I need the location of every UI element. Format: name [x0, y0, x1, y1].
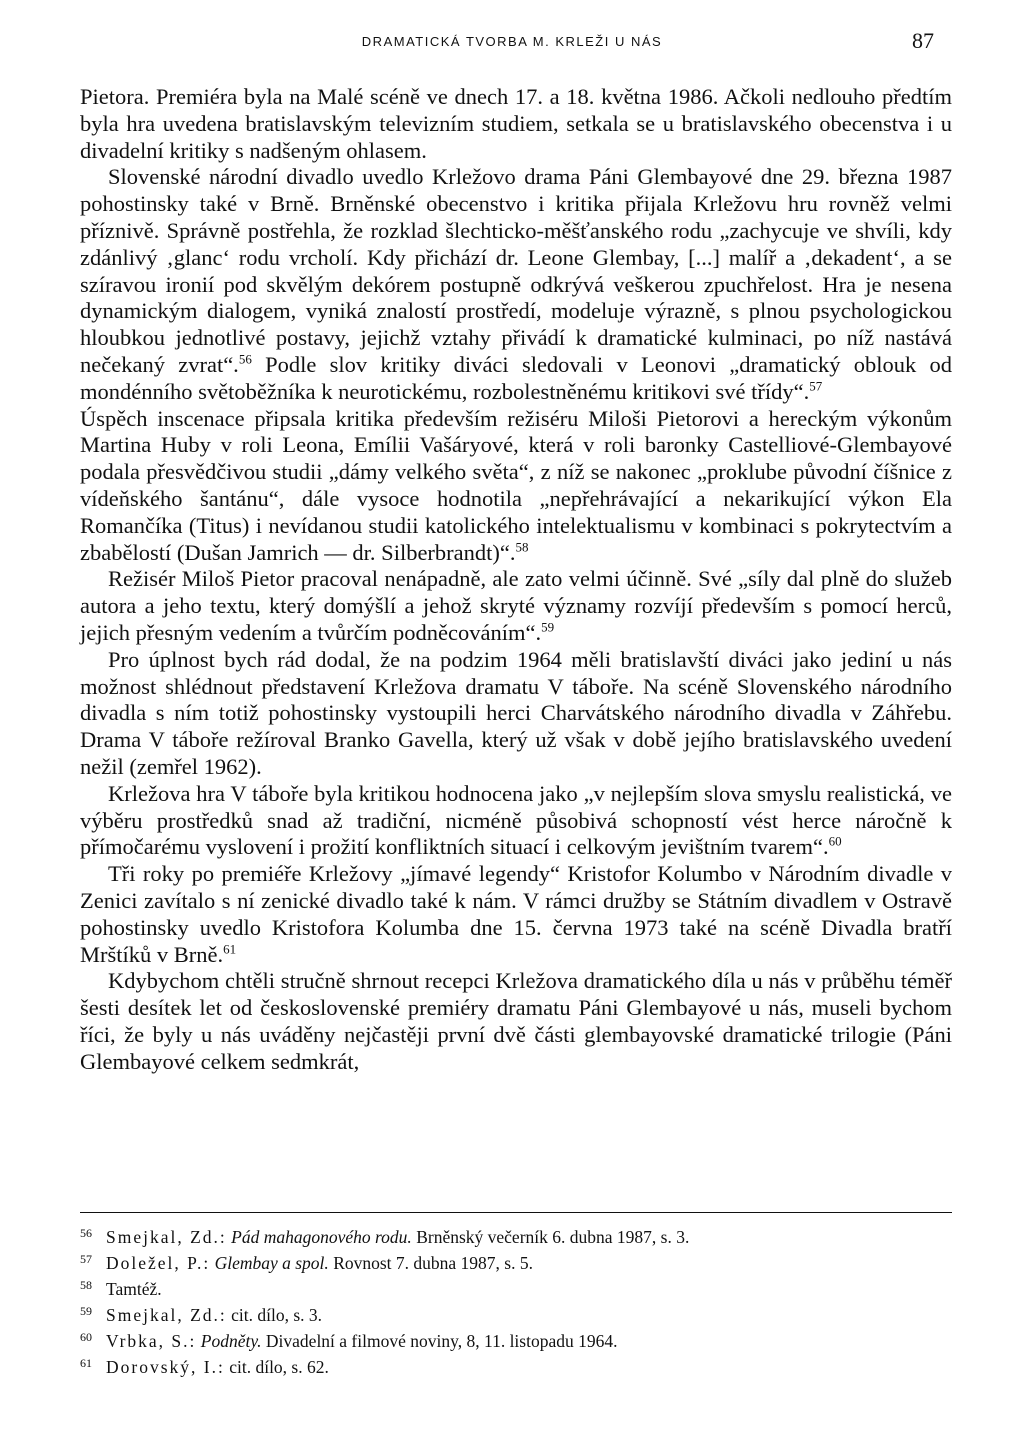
footnote: 57 Doležel, P.: Glembay a spol. Rovnost 7. dubna 1987, s. 5.: [80, 1252, 533, 1273]
footnote: 58 Tamtéž.: [80, 1278, 162, 1299]
paragraph: Úspěch inscenace připsala kritika především režiséru Miloši Pietorovi a hereckým výkonům Martina Huby v roli Leona, Emílii Vašáryové, která v roli baronky Castelliové-Glembayové podala přesvědčivou studii „dámy velkého světa“, z níž se nakonec „proklube původní číšnice z vídeňského šantánu“, dále vysoce hodnotila „nepřehrávající a nekarikující výkon Ela Romančíka (Titus) i nevídanou studii katolického intelektualismu v kombinaci s pokrytectvím a zbabělostí (Dušan Jamrich — dr. Silberbrandt)“.$^{58}$: [80, 405, 952, 565]
footnote-ref[interactable]: 56: [238, 351, 252, 367]
paragraph: Krležova hra V táboře byla kritikou hodnocena jako „v nejlepším slova smyslu realistická, ve výběru prostředků snad až tradiční, nicméně působivá schopností vést herce náročně k přímočarému vyslovení i prožití konfliktních situací i celkovým jevištním tvarem“.$^{60}$: [80, 780, 952, 860]
footnote-ref[interactable]: 58: [515, 539, 529, 555]
paragraph: Pro úplnost bych rád dodal, že na podzim 1964 měli bratislavští diváci jako jediní u nás možnost shlédnout představení Krležova dramatu V táboře. Na scéně Slovenského národního divadla s ním totiž pohostinsky vystoupili herci Charvátského národního divadla v Záhřebu. Drama V táboře režíroval Branko Gavella, který už však v době jejího bratislavského uvedení nežil (zemřel 1962).: [80, 646, 952, 779]
footnote-ref[interactable]: 57: [809, 378, 823, 394]
paragraph: Režisér Miloš Pietor pracoval nenápadně, ale zato velmi účinně. Své „síly dal plně do služeb autora a jeho textu, který domýšlí a jehož skryté významy rozvíjí především s pomocí herců, jejich přesným vedením a tvůrčím podněcováním“.$^{59}$: [80, 566, 952, 645]
paragraph: Slovenské národní divadlo uvedlo Krležovo drama Páni Glembayové dne 29. března 1987 pohostinsky také v Brně. Brněnské obecenstvo i kritika přijala Krležovu hru rovněž velmi příznivě. Správně postřehla, že rozklad šlechticko-měšťanského rodu „zachycuje ve shvíli, kdy zdánlivý ‚glanc‘ rodu vrcholí. Kdy přichází dr. Leone Glembay, [...] malíř a ‚dekadent‘, a se szíravou ironií pod skvělým dekórem postupně odkrývá veškerou zpuchřelost. Hra je nesena dynamickým dialogem, vyniká znalostí prostředí, modeluje výrazně, s plnou psychologickou hloubkou jednotlivé postavy, jejichž vztahy přivádí k dramatické kulminaci, po níž nastává nečekaný zvrat“.$^{56}$ Podle slov kritiky diváci sledovali v Leonovi „dramatický oblouk od mondénního světoběžníka k neurotickému, rozbolestněnému kritikovi své třídy“.$^{57}$: [80, 164, 952, 404]
footnote-ref[interactable]: 59: [541, 619, 555, 635]
page-number: 87: [912, 28, 934, 53]
running-head: DRAMATICKÁ TVORBA M. KRLEŽI U NÁS: [361, 34, 663, 49]
footnote-ref[interactable]: 61: [223, 941, 237, 956]
footnote-divider: [80, 1212, 952, 1213]
main-text: [80, 84, 952, 1075]
footnotes: [80, 1224, 952, 1380]
footnote-ref[interactable]: 60: [828, 833, 842, 849]
footnote: 60 Vrbka, S.: Podněty. Divadelní a filmové noviny, 8, 11. listopadu 1964.: [80, 1330, 618, 1351]
paragraph: Tři roky po premiéře Krležovy „jímavé legendy“ Kristofor Kolumbo v Národním divadle v Zenici zavítalo s ní zenické divadlo také k nám. V rámci družby se Státním divadlem v Ostravě pohostinsky uvedlo Kristofora Kolumba dne 15. června 1973 také na scéně Divadla bratří Mrštíků v Brně.$^{61}$: [80, 861, 952, 967]
footnote: 56 Smejkal, Zd.: Pád mahagonového rodu. Brněnský večerník 6. dubna 1987, s. 3.: [80, 1226, 690, 1247]
paragraph: Kdybychom chtěli stručně shrnout recepci Krležova dramatického díla u nás v průběhu téměř šesti desítek let od československé premiéry dramatu Páni Glembayové u nás, museli bychom říci, že byly u nás uváděny nejčastěji první dvě části glembayovské dramatické trilogie (Páni Glembayové celkem sedmkrát,: [80, 968, 952, 1074]
footnote: 59 Smejkal, Zd.: cit. dílo, s. 3.: [80, 1304, 323, 1325]
paragraph: Pietora. Premiéra byla na Malé scéně ve dnech 17. a 18. května 1986. Ačkoli nedlouho předtím byla hra uvedena bratislavským televizním studiem, setkala se u bratislavského obecenstva i u divadelní kritiky s nadšeným ohlasem.: [80, 84, 952, 163]
footnote: 61 Dorovský, I.: cit. dílo, s. 62.: [80, 1356, 329, 1377]
